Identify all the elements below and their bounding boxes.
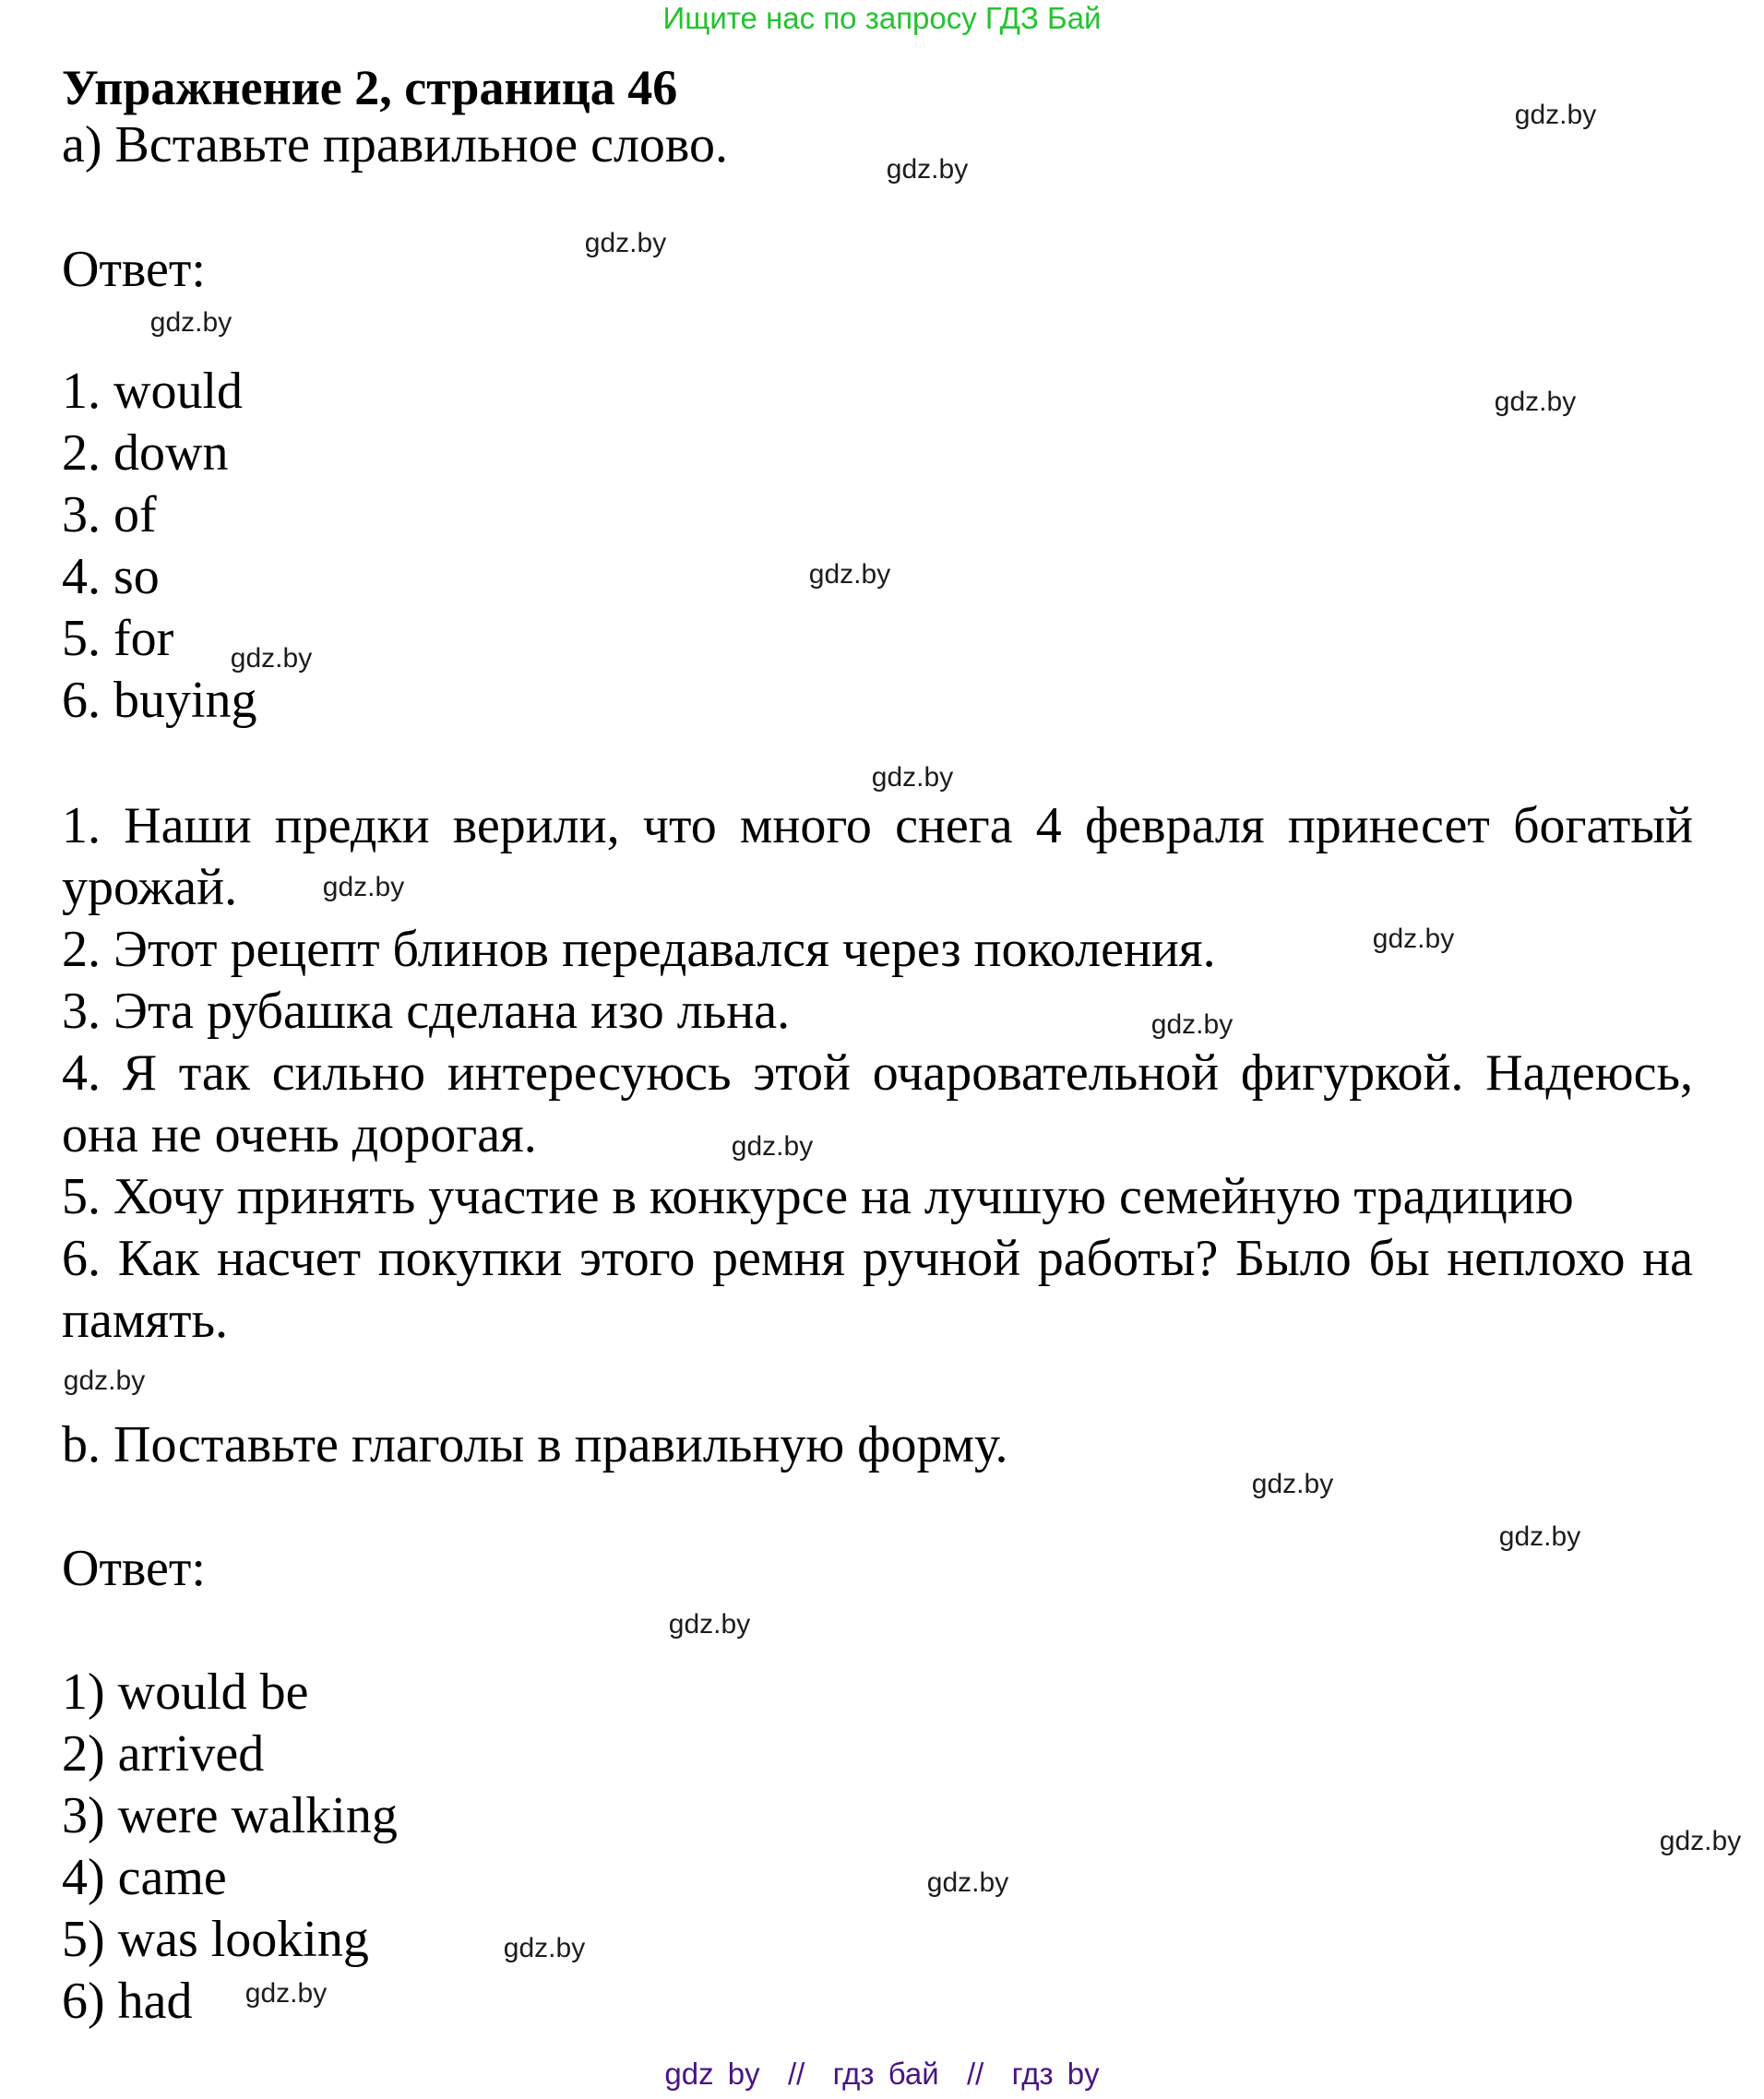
section-a-answer-label: Ответ: [62,241,206,298]
watermark: gdz.by [668,1609,751,1640]
list-item: 6. buying [62,672,257,729]
translation-item: 1. Наши предки верили, что много снега 4 февраля принесет богатый урожай. [62,797,1693,916]
watermark: gdz.by [1514,100,1597,130]
list-item: 5. for [62,610,174,667]
section-b-answer-label: Ответ: [62,1540,206,1597]
list-item: 5) was looking [62,1911,369,1968]
list-item: 3) were walking [62,1787,398,1844]
list-item: 1. would [62,363,243,420]
translation-item: 6. Как насчет покупки этого ремня ручной работы? Было бы неплохо на память. [62,1230,1693,1349]
watermark: gdz.by [1251,1469,1334,1499]
section-a-task: a) Вставьте правильное слово. [62,116,728,173]
list-item: 3. of [62,486,157,543]
watermark: gdz.by [1498,1521,1581,1552]
watermark: gdz.by [1494,387,1577,417]
watermark: gdz.by [871,762,954,793]
list-item: 1) would be [62,1664,309,1721]
list-item: 2. down [62,424,229,482]
list-item: 6) had [62,1973,193,2030]
footer-brand: gdz by // гдз бай // гдз by [664,2057,1100,2091]
translation-item: 4. Я так сильно интересуюсь этой очаровательной фигуркой. Надеюсь, она не очень дорогая. [62,1044,1693,1163]
list-item: 4. so [62,548,160,605]
translations-block [62,795,1693,1352]
translation-item: 5. Хочу принять участие в конкурсе на лучшую семейную традицию [62,1168,1574,1225]
watermark: gdz.by [926,1867,1009,1898]
watermark: gdz.by [808,559,891,590]
list-item: 2) arrived [62,1725,265,1783]
watermark: gdz.by [503,1933,586,1963]
page-title: Упражнение 2, страница 46 [62,60,678,115]
search-promo-banner: Ищите нас по запросу ГДЗ Бай [662,1,1102,35]
watermark: gdz.by [1150,1009,1234,1040]
watermark: gdz.by [322,872,405,902]
watermark: gdz.by [1659,1826,1742,1856]
list-item: 4) came [62,1849,227,1906]
section-b-task: b. Поставьте глаголы в правильную форму. [62,1416,1008,1473]
watermark: gdz.by [149,307,232,338]
watermark: gdz.by [731,1131,814,1162]
watermark: gdz.by [63,1366,146,1396]
translation-item: 3. Эта рубашка сделана изо льна. [62,983,791,1040]
watermark: gdz.by [230,643,313,674]
watermark: gdz.by [886,154,969,185]
watermark: gdz.by [584,228,667,258]
translation-item: 2. Этот рецепт блинов передавался через поколения. [62,921,1216,978]
watermark: gdz.by [244,1978,328,2009]
watermark: gdz.by [1372,924,1455,954]
